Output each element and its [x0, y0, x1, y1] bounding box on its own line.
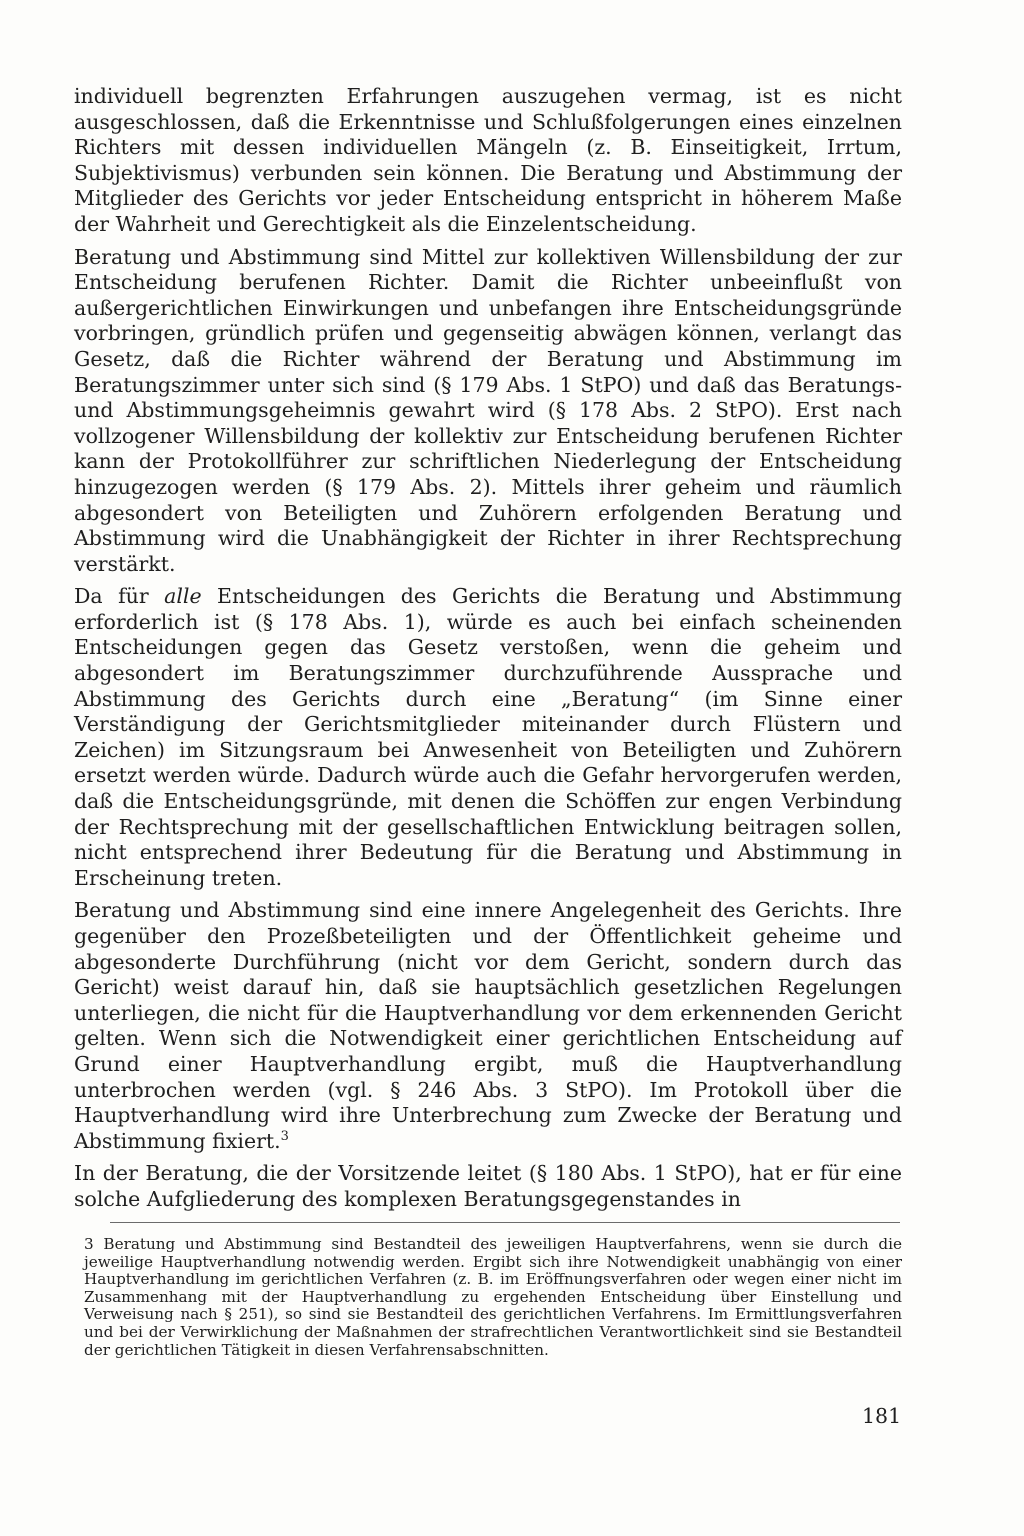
page-number: 181 — [862, 1404, 902, 1428]
paragraph-4-text: Beratung und Abstimmung sind eine innere Angelegenheit des Gerichts. Ihre gegenüber den Prozeßbeteiligten und der Öffentlichkeit geheime und abgesonderte Durchführung (nicht vor dem Gericht, sondern durch das Gericht) weist darauf hin, daß sie hauptsächlich gesetzlichen Regelungen unterliegen, die nicht für die Hauptverhandlung vor dem erkennenden Gericht gelten. Wenn sich die Notwendigkeit einer gerichtlichen Entscheidung auf Grund einer Hauptverhandlung ergibt, muß die Hauptverhandlung unterbrochen werden (vgl. § 246 Abs. 3 StPO). Im Protokoll über die Hauptverhandlung wird ihre Unterbrechung zum Zwecke der Beratung und Abstimmung fixiert. — [74, 898, 902, 1153]
paragraph-2-text: Beratung und Abstimmung sind Mittel zur kollektiven Willensbildung der zur Entscheidung berufenen Richter. Damit die Richter unbeeinflußt von außergerichtlichen Einwirkungen und unbefangen ihre Entscheidungsgründe vorbringen, gründlich prüfen und gegenseitig abwägen können, verlangt das Gesetz, daß die Richter während der Beratung und Abstimmung im Beratungszimmer unter sich sind (§ 179 Abs. 1 StPO) und daß das Beratungs- und Abstimmungsgeheimnis gewahrt wird (§ 178 Abs. 2 StPO). Erst nach vollzogener Willensbildung der kollektiv zur Entscheidung berufenen Richter kann der Protokollführer zur schriftlichen Niederlegung der Entscheidung hinzugezogen werden (§ 179 Abs. 2). Mittels ihrer geheim und räumlich abgesondert von Beteiligten und Zuhörern erfolgenden Beratung und Abstimmung wird die Unabhängigkeit der Richter in ihrer Rechtsprechung verstärkt. — [74, 244, 902, 576]
body-text — [74, 84, 902, 1220]
paragraph-3-text-after: Entscheidungen des Gerichts die Beratung und Abstimmung erforderlich ist (§ 178 Abs. 1), würde es auch bei einfach scheinenden Entscheidungen gegen das Gesetz verstoßen, wenn die geheim und abgesondert im Beratungszimmer durchzuführende Aussprache und Abstimmung des Gerichts durch eine „Beratung“ (im Sinne einer Verständigung der Gerichtsmitglieder miteinander durch Flüstern und Zeichen) im Sitzungsraum bei Anwesenheit von Beteiligten und Zuhörern ersetzt werden würde. Dadurch würde auch die Gefahr hervorgerufen werden, daß die Entscheidungsgründe, mit denen die Schöffen zur engen Verbindung der Rechtsprechung mit der gesellschaftlichen Entwicklung beitragen sollen, nicht entsprechend ihrer Bedeutung für die Beratung und Abstimmung in Erscheinung treten. — [74, 584, 902, 890]
paragraph-3-text-before: Da für — [74, 584, 165, 609]
paragraph-1 — [74, 84, 902, 238]
footnote-reference: 3 — [280, 1128, 289, 1144]
footnote-divider — [110, 1222, 900, 1223]
paragraph-3 — [74, 584, 902, 891]
paragraph-3-emphasis: alle — [164, 584, 202, 609]
footnote-text: 3 Beratung und Abstimmung sind Bestandteil des jeweiligen Hauptverfahrens, wenn sie durch die jeweilige Hauptverhandlung notwendig werden. Ergibt sich ihre Notwendigkeit unabhängig von einer Hauptverhandlung im gerichtlichen Verfahren (z. B. im Eröffnungsverfahren oder wegen einer nicht im Zusammenhang mit der Hauptverhandlung zu ergehenden Entscheidung über Einstellung und Verweisung nach § 251), so sind sie Bestandteil des gerichtlichen Verfahrens. Im Ermittlungsverfahren und bei der Verwirklichung der Maßnahmen der strafrechtlichen Verantwortlichkeit sind sie Bestandteil der gerichtlichen Tätigkeit in diesen Verfahrensabschnitten. — [84, 1235, 902, 1359]
paragraph-5 — [74, 1161, 902, 1212]
paragraph-1-text: individuell begrenzten Erfahrungen auszugehen vermag, ist es nicht ausgeschlossen, daß die Erkenntnisse und Schlußfolgerungen eines einzelnen Richters mit dessen individuellen Mängeln (z. B. Einseitigkeit, Irrtum, Subjektivismus) verbunden sein können. Die Beratung und Abstimmung der Mitglieder des Gerichts vor jeder Entscheidung entspricht in höherem Maße der Wahrheit und Gerechtigkeit als die Einzelentscheidung. — [74, 84, 902, 236]
paragraph-2 — [74, 245, 902, 578]
paragraph-5-text: In der Beratung, die der Vorsitzende leitet (§ 180 Abs. 1 StPO), hat er für eine solche Aufgliederung des komplexen Beratungsgegenstandes in — [74, 1161, 902, 1211]
footnote — [84, 1236, 902, 1359]
paragraph-4 — [74, 898, 902, 1154]
